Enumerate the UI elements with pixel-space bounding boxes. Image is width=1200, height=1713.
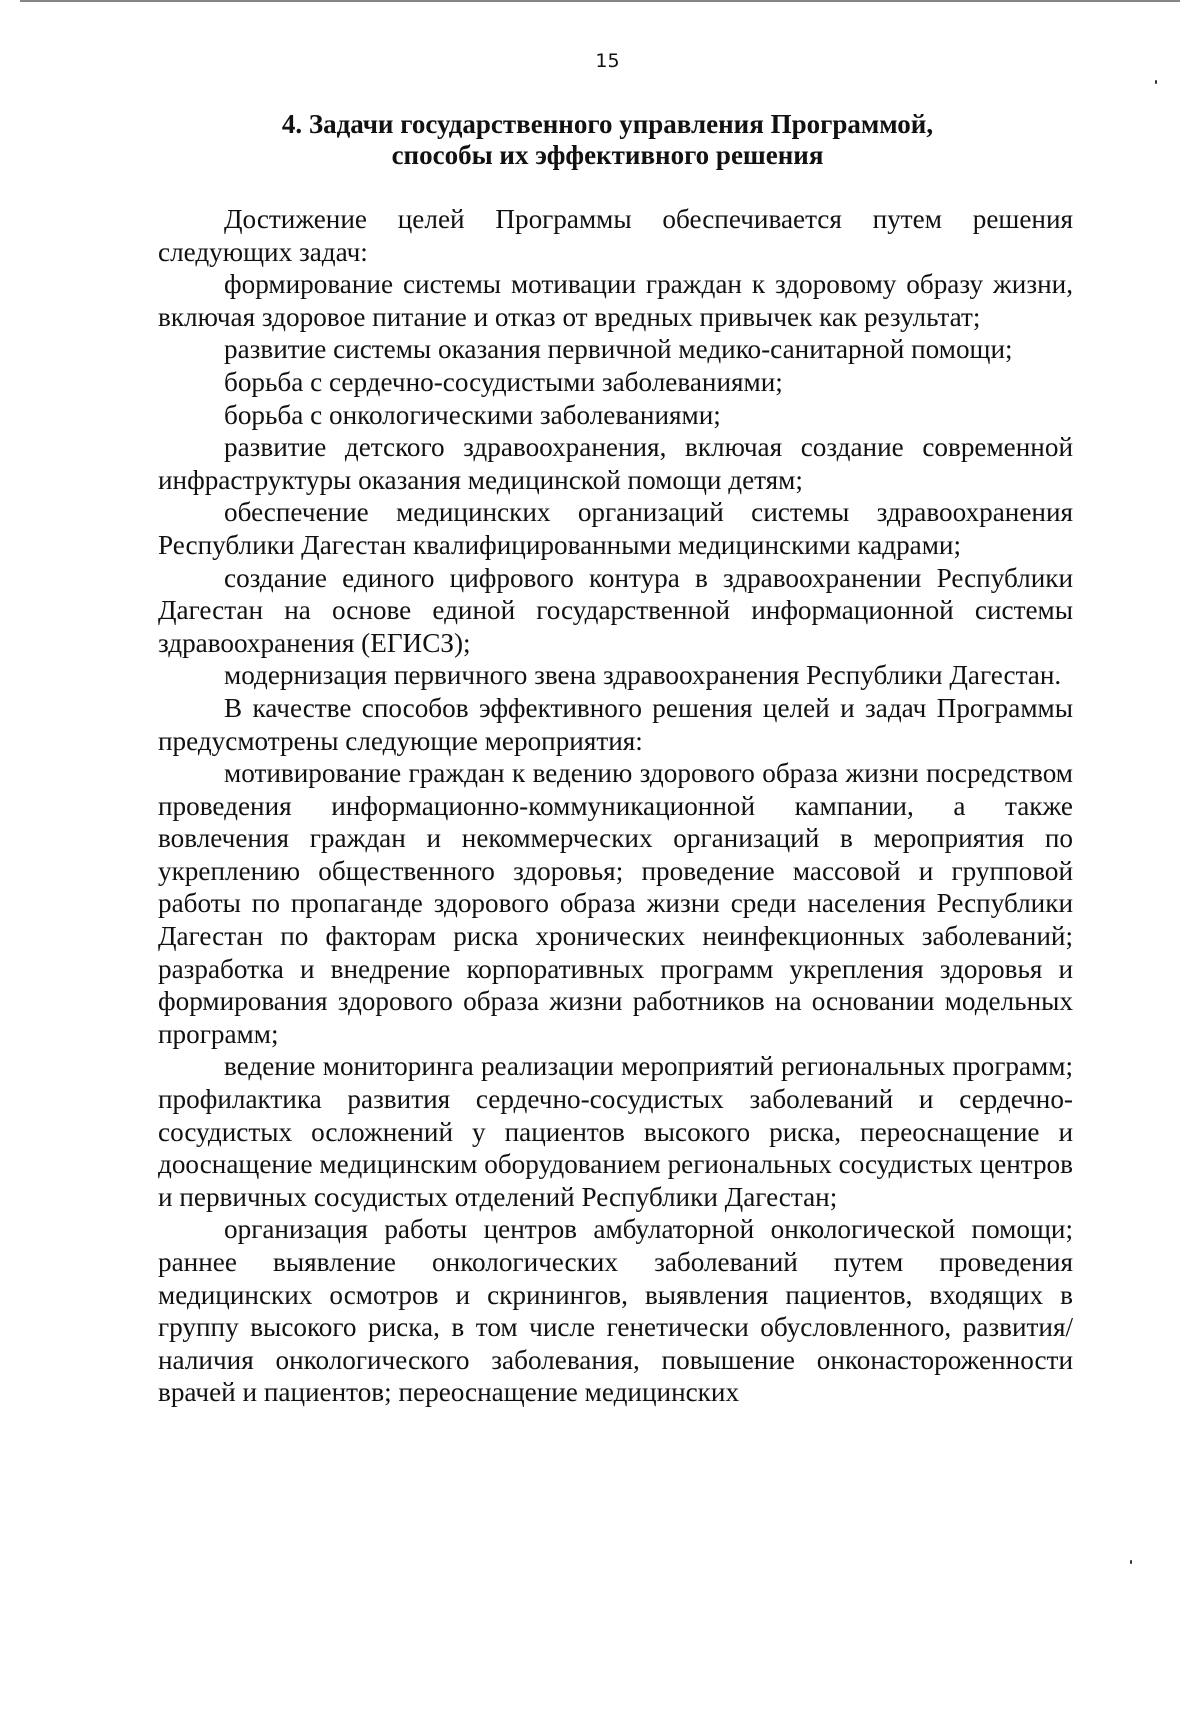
- scan-speck: [1155, 80, 1157, 84]
- paragraph: Достижение целей Программы обеспечивается путем решения следующих задач:: [158, 204, 1073, 267]
- paragraph: борьба с сердечно-сосудистыми заболеваниями;: [224, 366, 783, 397]
- paragraph: формирование системы мотивации граждан к здоровому образу жизни, включая здоровое питание и отказ от вредных привычек как результат;: [158, 269, 1073, 332]
- paragraph: В качестве способов эффективного решения целей и задач Программы предусмотрены следующие мероприятия:: [158, 692, 1073, 756]
- paragraph: модернизация первичного звена здравоохранения Республики Дагестан.: [224, 660, 1062, 691]
- paragraph: мотивирование граждан к ведению здорового образа жизни посредством проведения информационно-коммуникационной кампании, а также вовлечения граждан и некоммерческих организаций в мероприятия по укреплению общественного здоровья; проведение массовой и групповой работы по пропаганде здорового образа жизни среди населения Республики Дагестан по факторам риска хронических неинфекционных заболеваний; разработка и внедрение корпоративных программ укрепления здоровья и формирования здорового образа жизни работников на основании модельных программ;: [158, 758, 1073, 1049]
- paragraph: борьба с онкологическими заболеваниями;: [224, 399, 721, 430]
- paragraph: организация работы центров амбулаторной онкологической помощи; раннее выявление онкологических заболеваний путем проведения медицинских осмотров и скринингов, выявления пациентов, входящих в группу высокого риска, в том числе генетически обусловленного, развития/наличия онкологического заболевания, повышение онконастороженности врачей и пациентов; переоснащение медицинских: [158, 1214, 1073, 1408]
- page-number: 15: [595, 50, 620, 72]
- paragraph: ведение мониторинга реализации мероприятий региональных программ; профилактика развития сердечно-сосудистых заболеваний и сердечно-сосудистых осложнений у пациентов высокого риска, переоснащение и дооснащение медицинским оборудованием региональных сосудистых центров и первичных сосудистых отделений Республики Дагестан;: [158, 1051, 1073, 1212]
- body-text: [158, 203, 1073, 1409]
- paragraph: развитие детского здравоохранения, включая создание современной инфраструктуры оказания медицинской помощи детям;: [158, 432, 1073, 495]
- scan-speck: [1130, 1560, 1132, 1564]
- section-heading-line-1: 4. Задачи государственного управления Программой,: [281, 109, 934, 139]
- paragraph: развитие системы оказания первичной медико-санитарной помощи;: [224, 334, 1013, 365]
- section-heading-line-2: способы их эффективного решения: [391, 140, 824, 170]
- paragraph: создание единого цифрового контура в здравоохранении Республики Дагестан на основе единой государственной информационной системы здравоохранения (ЕГИСЗ);: [158, 562, 1073, 658]
- paragraph: обеспечение медицинских организаций системы здравоохранения Республики Дагестан квалифицированными медицинскими кадрами;: [158, 497, 1073, 560]
- section-heading: [0, 109, 1200, 171]
- scan-top-edge: [20, 0, 1180, 2]
